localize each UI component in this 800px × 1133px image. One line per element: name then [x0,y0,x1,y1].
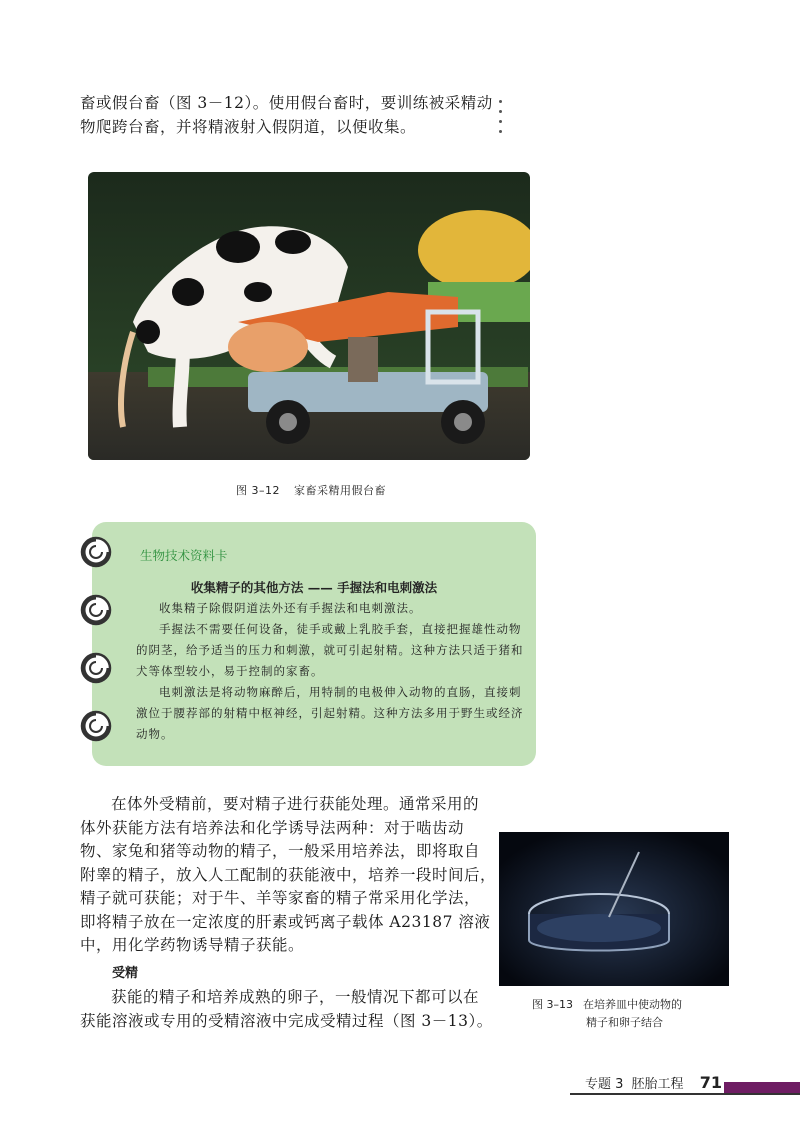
fertilization-line-2: 获能溶液或专用的受精溶液中完成受精过程（图 3－13）。 [80,1011,493,1030]
footer [585,1073,722,1092]
main-paragraph-line: 精子就可获能；对于牛、羊等家畜的精子常采用化学法， [80,889,481,907]
spiral-ring-icon [74,650,112,686]
footer-topic: 专题 3 [585,1077,624,1092]
margin-dots [498,100,504,140]
spiral-ring-icon [74,708,112,744]
info-card-body [136,598,528,745]
subheading-fertilization: 受精 [112,966,139,981]
footer-rule [570,1093,800,1095]
main-paragraph [80,793,500,958]
footer-color-bar [724,1082,800,1093]
info-card-paragraph: 收集精子除假阴道法外还有手握法和电刺激法。 [159,601,422,615]
main-paragraph-line: 中，用化学药物诱导精子获能。 [80,936,305,954]
info-card-paragraph: 电刺激法是将动物麻醉后，用特制的电极伸入动物的直肠，直接刺激位于腰荐部的射精中枢神经，引起射精。这种方法多用于野生或经济动物。 [136,685,524,741]
figure-3-13-caption-line-2: 精子和卵子结合 [586,1016,663,1029]
spiral-ring-icon [74,534,112,570]
main-paragraph-line: 附睾的精子，放入人工配制的获能液中，培养一段时间后， [80,865,497,884]
top-paragraph-line-2: 物爬跨台畜，并将精液射入假阴道，以便收集。 [80,117,417,136]
page-number: 71 [699,1073,722,1092]
fertilization-paragraph [80,986,500,1033]
figure-3-13-photo [499,832,729,986]
info-card-label: 生物技术资料卡 [140,548,228,563]
figure-3-12-number: 图 3–12 [236,484,280,497]
main-paragraph-line: 物、家兔和猪等动物的精子，一般采用培养法，即将取自 [80,842,481,860]
figure-3-13-number: 图 3–13 [532,998,573,1011]
figure-3-12-photo [88,172,530,460]
figure-3-13-caption-text-1: 在培养皿中使动物的 [583,998,682,1011]
figure-3-12-caption [236,482,386,498]
spiral-ring-icon [74,592,112,628]
figure-3-12-caption-text: 家畜采精用假台畜 [294,484,386,497]
figure-3-13-caption-line-1 [532,996,682,1014]
top-paragraph [80,92,500,139]
main-paragraph-line: 在体外受精前，要对精子进行获能处理。通常采用的 [111,795,480,813]
main-paragraph-line: 体外获能方法有培养法和化学诱导法两种：对于啮齿动 [80,818,465,837]
figure-3-13-caption [532,996,682,1032]
info-card-heading: 收集精子的其他方法 —— 手握法和电刺激法 [190,580,438,595]
info-card-paragraph: 手握法不需要任何设备，徒手或戴上乳胶手套，直接把握雄性动物的阴茎，给予适当的压力和刺激，就可引起射精。这种方法只适于猪和犬等体型较小，易于控制的家畜。 [136,622,524,678]
fertilization-line-1: 获能的精子和培养成熟的卵子，一般情况下都可以在 [111,988,480,1006]
main-paragraph-line: 即将精子放在一定浓度的肝素或钙离子载体 A23187 溶液 [80,912,491,931]
footer-title: 胚胎工程 [631,1077,684,1092]
top-paragraph-line-1: 畜或假台畜（图 3－12）。使用假台畜时，要训练被采精动 [80,94,493,112]
